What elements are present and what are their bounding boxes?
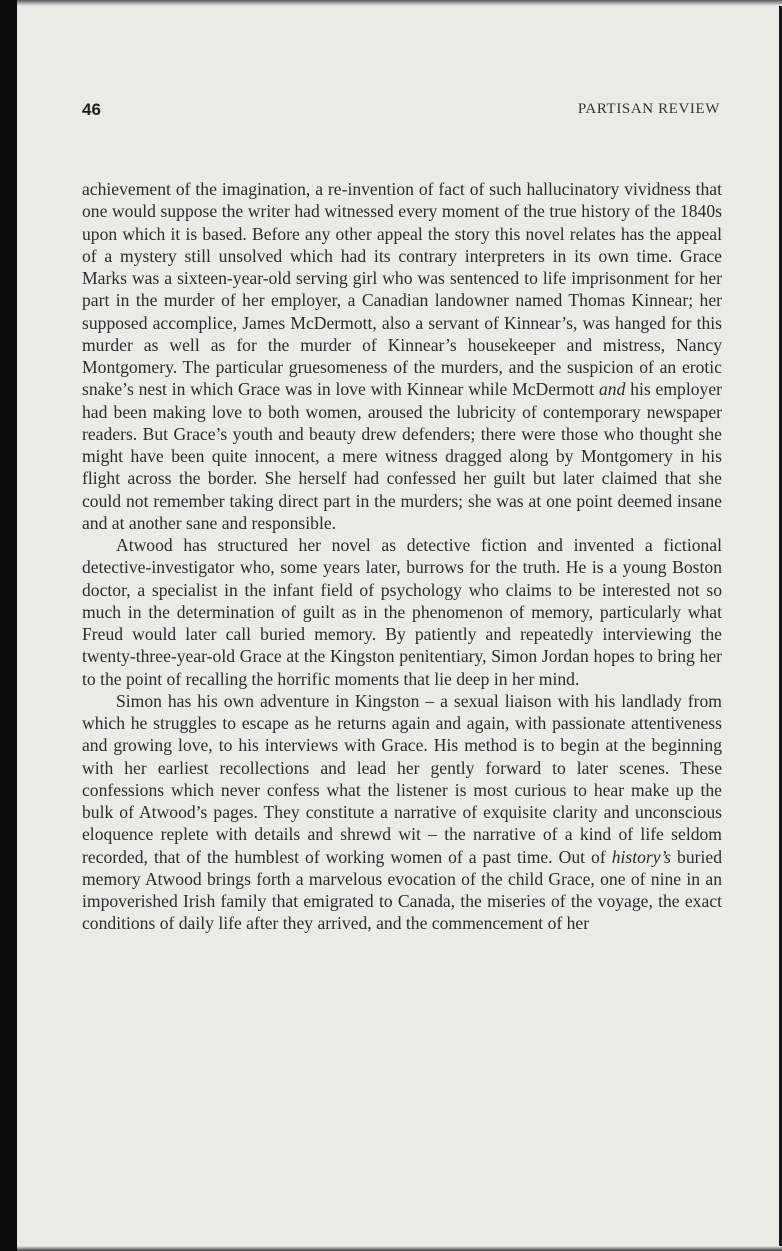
paragraph-1: [82, 178, 722, 534]
paragraph-3-emphasis: history’s: [611, 846, 672, 867]
paragraph-3: [82, 690, 722, 935]
running-head: PARTISAN REVIEW: [577, 101, 720, 117]
scan-left-edge: [0, 0, 17, 1251]
page-header: [82, 100, 722, 128]
book-page: [82, 100, 722, 935]
page-number: 46: [82, 100, 101, 119]
paragraph-1-text-a: achievement of the imagination, a re-invention of fact of such hallucinatory vividness that one would suppose the writer had witnessed every moment of the true history of the 1840s upon which it is based. Before any other appeal the story this novel relates has the appeal of a mystery still unsolved which had its contrary interpreters in its own time. Grace Marks was a sixteen-year-old serving girl who was sentenced to life imprisonment for her part in the murder of her employer, a Canadian landowner named Thomas Kinnear; her supposed accomplice, James McDermott, also a servant of Kinnear’s, was hanged for this murder as well as for the murder of Kinnear’s housekeeper and mistress, Nancy Montgomery. The particular gruesomeness of the murders, and the suspicion of an erotic snake’s nest in which Grace was in love with Kinnear while McDermott: [82, 179, 722, 400]
body-text: [82, 178, 722, 935]
paragraph-1-emphasis: and: [599, 379, 626, 400]
paragraph-3-text-b: buried memory Atwood brings forth a marvelous evocation of the child Grace, one of nine in an impoverished Irish family that emigrated to Canada, the miseries of the voyage, the exact conditions of daily life after they arrived, and the commencement of her: [82, 846, 722, 934]
scan-bottom-edge: [17, 1246, 782, 1251]
paragraph-3-text-a: Simon has his own adventure in Kingston – a sexual liaison with his landlady from which he struggles to escape as he returns again and again, with passionate attentiveness and growing love, to his interviews with Grace. His method is to begin at the beginning with her earliest recollections and lead her gently forward to later scenes. These confessions which never confess what the listener is most curious to hear make up the bulk of Atwood’s pages. They constitute a narrative of exquisite clarity and unconscious eloquence replete with details and shrewd wit – the narrative of a kind of life seldom recorded, that of the humblest of working women of a past time. Out of: [82, 690, 722, 867]
paragraph-2: Atwood has structured her novel as detective fiction and invented a fictional detective-investigator who, some years later, burrows for the truth. He is a young Boston doctor, a specialist in the infant field of psychology who claims to be interested not so much in the determination of guilt as in the phenomenon of memory, particularly what Freud would later call buried memory. By patiently and repeatedly interviewing the twenty-three-year-old Grace at the Kingston penitentiary, Simon Jordan hopes to bring her to the point of recalling the horrific moments that lie deep in her mind.: [82, 535, 722, 689]
scan-top-edge: [17, 0, 782, 6]
paragraph-1-text-b: his employer had been making love to both women, aroused the lubricity of contemporary newspaper readers. But Grace’s youth and beauty drew defenders; there were those who thought she might have been quite innocent, a mere witness dragged along by Montgomery in his flight across the border. She herself had confessed her guilt but later claimed that she could not remember taking direct part in the murders; she was at one point deemed insane and at another sane and responsible.: [82, 379, 722, 533]
